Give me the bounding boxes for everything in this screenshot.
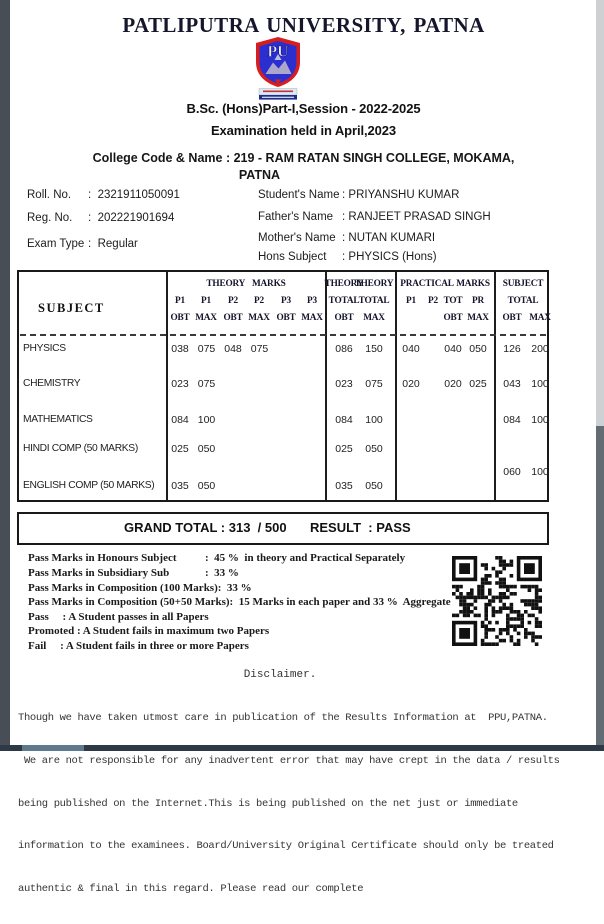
result-label: RESULT xyxy=(310,520,362,535)
theory-marks-group-header: THEORY MARKS xyxy=(206,279,286,289)
subject-total-header: SUBJECT xyxy=(502,279,544,289)
table-row xyxy=(19,378,551,394)
disclaimer-line: We are not responsible for any inadvertent error that may have crept in the data / results xyxy=(18,755,560,768)
mark-cell-sto: 084 xyxy=(503,414,521,426)
colon: : xyxy=(342,211,346,223)
mark-cell-tho: 084 xyxy=(335,414,353,426)
exam-type-value: Regular xyxy=(97,238,138,250)
col-header: MAX xyxy=(529,313,551,323)
college-code-name-line2: PATNA xyxy=(238,168,281,182)
status-line-fail: Fail : A Student fails in three or more Papers xyxy=(28,639,249,652)
combined-total-obt: 060 xyxy=(503,466,521,478)
mark-cell-thm: 050 xyxy=(365,443,383,455)
col-header: OBT xyxy=(223,313,243,323)
hons-subject-row xyxy=(258,251,437,263)
mark-cell-sto: 126 xyxy=(503,343,521,355)
mark-cell-thm: 150 xyxy=(365,343,383,355)
table-row xyxy=(19,443,551,459)
disclaimer-body xyxy=(18,683,560,924)
col-header: OBT xyxy=(334,313,354,323)
grand-total-text xyxy=(124,520,287,535)
mother-name-label: Mother's Name xyxy=(258,232,336,244)
table-row xyxy=(19,480,551,496)
father-name-label: Father's Name xyxy=(258,211,334,223)
col-header: P2 xyxy=(228,296,238,306)
subject-name: MATHEMATICS xyxy=(23,414,93,425)
col-header: P2 xyxy=(254,296,264,306)
rule-label: Pass Marks in Honours Subject xyxy=(28,552,177,564)
mark-cell-p1: 040 xyxy=(402,343,420,355)
practical-group-header: PRACTICAL xyxy=(400,279,454,289)
mark-cell-sto: 043 xyxy=(503,378,521,390)
colon: : xyxy=(368,520,373,535)
col-header: OBT xyxy=(443,313,463,323)
mark-cell-prm: 025 xyxy=(469,378,487,390)
col-header: P1 xyxy=(406,296,416,306)
result-value: PASS xyxy=(376,520,411,535)
rule-value: : 33 % xyxy=(205,566,239,579)
pass-rules xyxy=(28,552,451,654)
rule-row xyxy=(28,567,451,582)
disclaimer-line: being published on the Internet.This is being published on the net just or immediate xyxy=(18,797,518,810)
mother-name-value: NUTAN KUMARI xyxy=(348,232,436,244)
mother-name-row xyxy=(258,232,435,244)
table-row xyxy=(19,343,551,359)
mark-cell-tho: 086 xyxy=(335,343,353,355)
mark-cell-thm: 050 xyxy=(365,480,383,492)
grand-total-label: GRAND TOTAL : xyxy=(124,520,226,535)
mark-cell-t1o: 084 xyxy=(171,414,189,426)
reg-no-row xyxy=(27,212,174,224)
mark-cell-t1m: 050 xyxy=(197,443,216,455)
col-header: TOTAL xyxy=(328,296,360,306)
col-header: TOT xyxy=(443,296,463,306)
col-header: P1 xyxy=(201,296,211,306)
viewer-left-edge xyxy=(0,0,10,751)
mark-cell-prm: 050 xyxy=(469,343,487,355)
table-row xyxy=(19,414,551,430)
status-line-promoted: Promoted : A Student fails in maximum two Papers xyxy=(28,625,270,638)
rule-value: : 33 % xyxy=(217,581,252,594)
mark-cell-t1m: 075 xyxy=(197,378,216,390)
colon: : xyxy=(342,232,346,244)
col-header: OBT xyxy=(276,313,296,323)
mark-cell-tho: 023 xyxy=(335,378,353,390)
col-header: OBT xyxy=(502,313,522,323)
col-header: TOTAL xyxy=(358,296,390,306)
rule-label: Pass Marks in Subsidiary Sub xyxy=(28,566,170,579)
col-header: P2 xyxy=(428,296,438,306)
disclaimer-title: Disclaimer. xyxy=(243,669,317,681)
colon: : xyxy=(342,189,346,201)
grand-total-box xyxy=(17,512,549,545)
hons-subject-label: Hons Subject xyxy=(258,251,327,263)
mark-cell-pto: 020 xyxy=(444,378,462,390)
exam-type-row xyxy=(27,238,138,250)
student-name-label: Student's Name xyxy=(258,189,340,201)
rule-row xyxy=(28,582,451,597)
mark-cell-stm: 200 xyxy=(531,343,549,355)
practical-group-header: MARKS xyxy=(456,279,490,289)
exam-held-line: Examination held in April,2023 xyxy=(210,123,397,138)
mark-cell-t1o: 035 xyxy=(171,480,189,492)
subject-name: PHYSICS xyxy=(23,343,66,354)
col-header: MAX xyxy=(363,313,385,323)
mark-cell-t2o: 048 xyxy=(224,343,242,355)
rule-row xyxy=(28,596,451,611)
rule-value: : 45 % in theory and Practical Separately xyxy=(205,552,406,564)
scrollbar-thumb[interactable] xyxy=(596,426,604,751)
father-name-value: RANJEET PRASAD SINGH xyxy=(348,211,491,223)
disclaimer-line: Though we have taken utmost care in publication of the Results Information at PPU,PATNA. xyxy=(18,712,548,725)
emblem-monogram: PU xyxy=(267,43,289,61)
exam-type-label: Exam Type xyxy=(27,238,85,250)
col-header: OBT xyxy=(170,313,190,323)
col-header: P3 xyxy=(281,296,291,306)
rule-label: Pass Marks in Composition (100 Marks) xyxy=(28,581,218,594)
reg-no-value: 202221901694 xyxy=(97,212,175,224)
rule-row xyxy=(28,552,451,567)
col-header: PR xyxy=(472,296,484,306)
reg-no-label: Reg. No. xyxy=(27,212,73,224)
hons-subject-value: PHYSICS (Hons) xyxy=(348,251,437,263)
subject-name: ENGLISH COMP (50 MARKS) xyxy=(23,480,155,491)
subject-name: HINDI COMP (50 MARKS) xyxy=(23,443,138,454)
viewer-bottom-bar-highlight xyxy=(22,745,84,751)
mark-cell-t2m: 075 xyxy=(250,343,269,355)
subject-column-header: SUBJECT xyxy=(38,301,105,315)
colon: : xyxy=(88,238,92,250)
mark-cell-thm: 100 xyxy=(365,414,383,426)
result-text xyxy=(310,520,411,535)
mark-cell-stm: 100 xyxy=(531,414,549,426)
colon: : xyxy=(88,212,92,224)
mark-cell-t1o: 023 xyxy=(171,378,189,390)
college-code-name-line1: College Code & Name : 219 - RAM RATAN SINGH COLLEGE, MOKAMA, xyxy=(92,151,515,165)
subject-name: CHEMISTRY xyxy=(23,378,81,389)
mark-cell-t1m: 075 xyxy=(197,343,216,355)
qr-code-icon xyxy=(452,556,542,646)
mark-cell-t1o: 025 xyxy=(171,443,189,455)
mark-cell-pto: 040 xyxy=(444,343,462,355)
col-header: P3 xyxy=(307,296,317,306)
mark-cell-t1m: 100 xyxy=(197,414,216,426)
viewer-bottom-bar xyxy=(0,745,604,751)
roll-no-label: Roll. No. xyxy=(27,189,72,201)
student-name-value: PRIYANSHU KUMAR xyxy=(348,189,460,201)
roll-no-row xyxy=(27,189,180,201)
col-header: TOTAL xyxy=(507,296,539,306)
combined-total-max: 100 xyxy=(531,466,549,478)
mark-cell-tho: 025 xyxy=(335,443,353,455)
mark-cell-thm: 075 xyxy=(365,378,383,390)
col-header: MAX xyxy=(467,313,489,323)
mark-cell-t1m: 050 xyxy=(197,480,216,492)
header-separator xyxy=(20,334,546,336)
theory-total-header: THEORY xyxy=(354,279,394,289)
father-name-row xyxy=(258,211,491,223)
marks-table xyxy=(17,270,549,502)
status-line-pass: Pass : A Student passes in all Papers xyxy=(28,611,209,624)
mark-cell-stm: 100 xyxy=(531,378,549,390)
roll-no-value: 2321911050091 xyxy=(97,189,180,201)
col-header: MAX xyxy=(248,313,270,323)
university-title: PATLIPUTRA UNIVERSITY, PATNA xyxy=(122,13,485,37)
col-header: MAX xyxy=(195,313,217,323)
col-header: MAX xyxy=(301,313,323,323)
mark-cell-tho: 035 xyxy=(335,480,353,492)
course-session-line: B.Sc. (Hons)Part-I,Session - 2022-2025 xyxy=(186,101,421,116)
colon: : xyxy=(88,189,92,201)
rule-value: : 15 Marks in each paper and 33 % Aggregate xyxy=(229,596,451,609)
col-header: P1 xyxy=(175,296,185,306)
disclaimer-line: information to the examinees. Board/University Original Certificate should only be treated xyxy=(18,840,554,853)
rule-label: Pass Marks in Composition (50+50 Marks) xyxy=(28,596,230,609)
mark-cell-p1: 020 xyxy=(402,378,420,390)
grand-total-value: 313 / 500 xyxy=(228,520,287,535)
colon: : xyxy=(342,251,346,263)
theory-total-header: THEORY xyxy=(324,279,364,289)
mark-cell-t1o: 038 xyxy=(171,343,189,355)
university-shield-emblem-icon xyxy=(252,36,304,100)
disclaimer-line: authentic & final in this regard. Please read our complete xyxy=(18,882,364,895)
student-name-row xyxy=(258,189,459,201)
